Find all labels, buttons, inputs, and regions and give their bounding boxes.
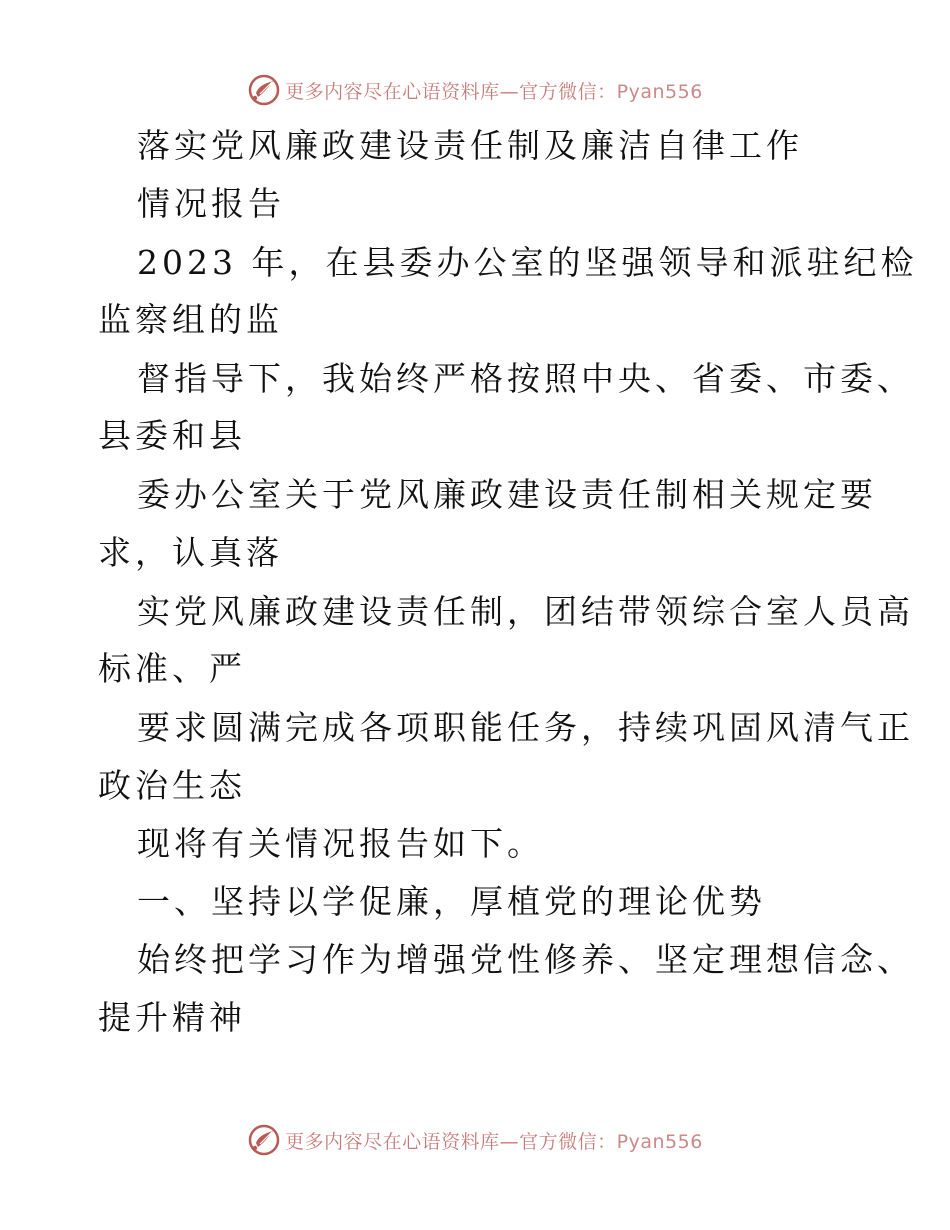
watermark-account: Pyan556 xyxy=(616,80,703,103)
doc-paragraph-line: 委办公室关于党风廉政建设责任制相关规定要 xyxy=(137,475,877,514)
doc-paragraph-line: 现将有关情况报告如下。 xyxy=(137,824,544,863)
doc-paragraph-line: 监察组的监 xyxy=(98,300,283,339)
doc-paragraph-line: 政治生态 xyxy=(98,766,246,805)
doc-paragraph-line: 县委和县 xyxy=(98,416,246,455)
doc-paragraph-line: 2023 年，在县委办公室的坚强领导和派驻纪检 xyxy=(137,243,918,282)
doc-paragraph-line: 求，认真落 xyxy=(98,533,283,572)
footer-watermark xyxy=(0,1120,950,1160)
doc-paragraph-line: 标准、严 xyxy=(98,649,246,688)
doc-title-line-1: 落实党风廉政建设责任制及廉洁自律工作 xyxy=(137,126,803,165)
doc-paragraph-line: 始终把学习作为增强党性修养、坚定理想信念、 xyxy=(137,940,914,979)
doc-paragraph-line: 提升精神 xyxy=(98,998,246,1037)
doc-paragraph-line: 实党风廉政建设责任制，团结带领综合室人员高 xyxy=(137,592,914,631)
watermark-text: 更多内容尽在心语资料库—官方微信：Pyan556 xyxy=(285,80,703,103)
watermark-account: Pyan556 xyxy=(616,1130,703,1153)
doc-title-line-2: 情况报告 xyxy=(137,184,285,223)
doc-paragraph-line: 要求圆满完成各项职能任务，持续巩固风清气正 xyxy=(137,708,914,747)
doc-section-heading: 一、坚持以学促廉，厚植党的理论优势 xyxy=(137,882,766,921)
watermark-text: 更多内容尽在心语资料库—官方微信：Pyan556 xyxy=(285,1130,703,1153)
seal-logo-icon xyxy=(247,1123,281,1157)
doc-paragraph-line: 督指导下，我始终严格按照中央、省委、市委、 xyxy=(137,359,914,398)
